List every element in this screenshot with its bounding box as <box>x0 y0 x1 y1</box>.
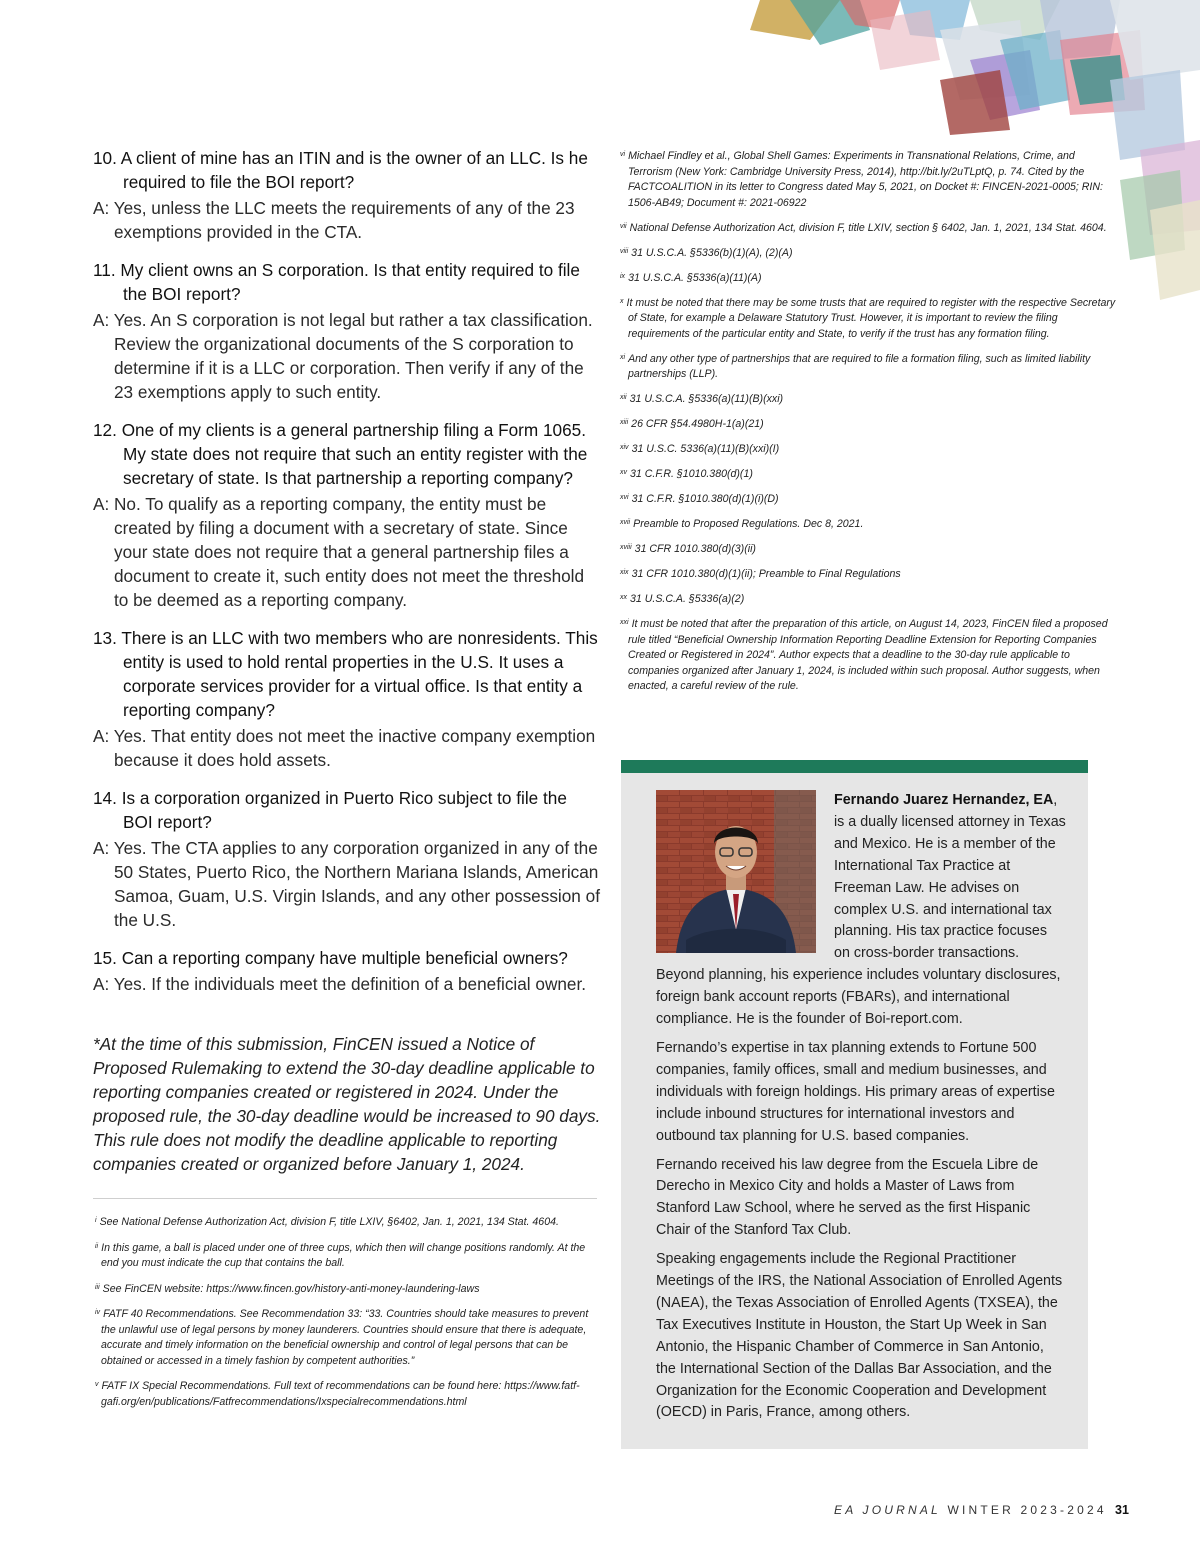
deadline-note: *At the time of this submission, FinCEN issued a Notice of Proposed Rulemaking to extend the 30-day deadline applicable to reporting companies created or registered in 2024. Under the proposed rule, the 30-day deadline would be increased to 90 days. This rule does not modify the deadline applicable to reporting companies created or organized before January 1, 2024. <box>93 1034 601 1174</box>
footnote <box>620 147 1118 211</box>
question-text: A client of mine has an ITIN and is the owner of an LLC. Is he required to file the BOI report? <box>120 148 588 192</box>
footnote-mark: iii <box>95 1283 100 1291</box>
answer: A: Yes. If the individuals meet the definition of a beneficial owner. <box>93 974 587 994</box>
footnote <box>620 269 1118 287</box>
footnote-text: 31 U.S.C. 5336(a)(11)(B)(xxi)(I) <box>631 443 780 455</box>
footnote-mark: ii <box>95 1242 99 1250</box>
footnote-mark: xiii <box>620 419 629 426</box>
footnote-mark: xiv <box>620 444 629 451</box>
footnote-mark: xvii <box>620 519 631 526</box>
footnote <box>620 440 1118 458</box>
answer: A: Yes, unless the LLC meets the requirements of any of the 23 exemptions provided in the CTA. <box>93 198 575 242</box>
footnote <box>620 350 1118 383</box>
bio-paragraph-education: Fernando received his law degree from the Escuela Libre de Derecho in Mexico City and holds a Master of Laws from Stanford Law School, where he served as the first Hispanic Chair of the Stanford Tax Club. <box>656 1156 1039 1239</box>
qa-item-13 <box>93 626 601 772</box>
question-text: There is an LLC with two members who are nonresidents. This entity is used to hold rental properties in the U.S. It uses a corporate services provider for a virtual office. Is that entity a reporting company? <box>121 628 598 720</box>
footnote-mark: v <box>95 1381 99 1388</box>
footnote-text: See National Defense Authorization Act, division F, title LXIV, §6402, Jan. 1, 2021, 134 Stat. 4604. <box>99 1216 559 1228</box>
answer: A: Yes. An S corporation is not legal but rather a tax classification. Review the organizational documents of the S corporation to determine if it is a LLC or corporation. Then verify if any of the 23 exemptions apply to such entity. <box>93 310 593 402</box>
footnote-text: 31 CFR 1010.380(d)(1)(ii); Preamble to Final Regulations <box>631 568 901 580</box>
footnote <box>620 565 1118 583</box>
question-number: 11. <box>93 260 116 280</box>
footnote-text: 31 C.F.R. §1010.380(d)(1)(i)(D) <box>631 493 779 505</box>
question-text: Is a corporation organized in Puerto Rico subject to file the BOI report? <box>121 788 567 832</box>
footnotes-left <box>93 1213 601 1410</box>
footnote <box>620 590 1118 608</box>
question-number: 13. <box>93 628 117 648</box>
answer: A: Yes. That entity does not meet the inactive company exemption because it does hold assets. <box>93 726 596 770</box>
footnote <box>93 1305 601 1369</box>
qa-item-14 <box>93 786 601 932</box>
footnote-text: 31 U.S.C.A. §5336(a)(11)(B)(xxi) <box>629 393 784 405</box>
question-text: My client owns an S corporation. Is that entity required to file the BOI report? <box>120 260 580 304</box>
answer: A: Yes. The CTA applies to any corporation organized in any of the 50 States, Puerto Rico, the Northern Mariana Islands, American Samoa, Guam, U.S. Virgin Islands, and any other possession of the U.S. <box>93 838 600 930</box>
question <box>93 786 601 834</box>
footnote-text: Michael Findley et al., Global Shell Games: Experiments in Transnational Relations, Crime, and Terrorism (New York: Cambridge University Press, 2014), http://bit.ly/2uTLptQ, p. 74. Cited by the FACTCOALITION in its letter to Congress dated May 5, 2021, on Docket #: FINCEN-2021-0005; RIN: 1506-AB49; Document #: 2021-06922 <box>628 150 1103 209</box>
footnote-text: And any other type of partnerships that are required to file a formation filing, such as limited liability partnerships (LLP). <box>628 352 1091 380</box>
question <box>93 146 601 194</box>
footnote <box>620 294 1118 343</box>
footnote <box>620 415 1118 433</box>
bio-intro-text: , is a dually licensed attorney in Texas and Mexico. He is a member of the International Tax Practice at Freeman Law. He advises on complex U.S. and international tax planning. His tax practice focuses on cross-border transactions. Beyond planning, his experience includes voluntary disclosures, foreign bank account reports (FBARs), and international compliance. He is the founder of Boi-report.com. <box>656 792 1066 1028</box>
footnote-mark: xv <box>620 469 627 476</box>
footnote <box>93 1377 601 1410</box>
footnote-text: 26 CFR §54.4980H-1(a)(21) <box>631 418 764 430</box>
footnote-text: 31 C.F.R. §1010.380(d)(1) <box>630 468 753 480</box>
bio-paragraph-expertise: Fernando’s expertise in tax planning extends to Fortune 500 companies, family offices, small and medium businesses, and individuals with foreign holdings. His primary areas of expertise include inbound structures for international investors and outbound tax planning for U.S. based companies. <box>656 1039 1055 1144</box>
footnote <box>93 1239 601 1272</box>
qa-item-11 <box>93 258 601 404</box>
author-portrait-graphic <box>656 790 816 953</box>
footnote <box>620 219 1118 237</box>
footnote-mark: xvi <box>620 494 629 501</box>
footnote-mark: xix <box>620 569 629 576</box>
footnote-mark: ix <box>620 272 626 280</box>
question-number: 14. <box>93 788 117 808</box>
footnote-text: 31 U.S.C.A. §5336(a)(11)(A) <box>628 271 762 284</box>
footnote-text: In this game, a ball is placed under one of three cups, which then will change positions randomly. At the end you must indicate the cup that contains the ball. <box>101 1241 586 1269</box>
footnote <box>620 540 1118 558</box>
footnote-text: 31 U.S.C.A. §5336(b)(1)(A), (2)(A) <box>631 246 793 259</box>
footnote-text: Preamble to Proposed Regulations. Dec 8, 2021. <box>633 518 864 530</box>
qa-item-12 <box>93 418 601 612</box>
footnote-mark: x <box>620 297 624 305</box>
footnote <box>620 490 1118 508</box>
bio-accent-bar <box>621 760 1088 773</box>
qa-column <box>93 146 601 1418</box>
footnote-text: FATF IX Special Recommendations. Full text of recommendations can be found here: https://www.fatf-gafi.org/en/publications/Fatfrecommendations/Ixspecialrecommendations.html <box>101 1380 580 1408</box>
answer: A: No. To qualify as a reporting company, the entity must be created by filing a document with a secretary of state. Since your state does not require that a general partnership files a document to create it, such entity does not meet the threshold to be deemed as a reporting company. <box>93 494 585 610</box>
footnote-mark: xi <box>620 353 626 361</box>
author-photo <box>656 790 816 953</box>
footnote-text: FATF 40 Recommendations. See Recommendation 33: “33. Countries should take measures to prevent the unlawful use of legal persons by money launderers. Countries should ensure that there is adequate, accurate and timely information on the beneficial ownership and control of legal persons that can be obtained or accessed in a timely fashion by competent authorities.” <box>101 1308 589 1367</box>
footnote <box>620 244 1118 262</box>
footnote-mark: viii <box>620 247 629 255</box>
qa-item-10 <box>93 146 601 244</box>
footnote-mark: i <box>95 1217 97 1224</box>
question-number: 10. <box>93 148 117 168</box>
footnote-mark: xx <box>620 594 627 601</box>
footnote <box>620 390 1118 408</box>
page-footer <box>834 1503 1107 1517</box>
footnote-text: 31 U.S.C.A. §5336(a)(2) <box>630 593 745 605</box>
author-bio-box <box>621 773 1088 1449</box>
footnote-text: See FinCEN website: https://www.fincen.gov/history-anti-money-laundering-laws <box>102 1282 480 1295</box>
question-text: One of my clients is a general partnership filing a Form 1065. My state does not require that such an entity register with the secretary of state. Is that partnership a reporting company? <box>121 420 588 488</box>
issue-label: WINTER 2023-2024 <box>947 1503 1107 1517</box>
question <box>93 626 601 722</box>
question <box>93 418 601 490</box>
footnote-text: 31 CFR 1010.380(d)(3)(ii) <box>634 543 756 555</box>
question-number: 15. <box>93 948 117 968</box>
footnote-text: It must be noted that there may be some trusts that are required to register with the respective Secretary of State, for example a Delaware Statutory Trust. However, it is important to review the filing requirements of the particular entity and State, to verify if the trust has any formation filing. <box>626 296 1116 340</box>
bio-paragraph-speaking: Speaking engagements include the Regional Practitioner Meetings of the IRS, the National Association of Enrolled Agents (NAEA), the Texas Association of Enrolled Agents (TXSEA), the Tax Executives Institute in Houston, the Start Up Week in San Antonio, the Hispanic Chamber of Commerce in San Antonio, the International Section of the Dallas Bar Association, and the Organization for the Economic Cooperation and Development (OECD) in Paris, France, among others. <box>656 1251 1063 1421</box>
footnote-text: National Defense Authorization Act, division F, title LXIV, section § 6402, Jan. 1, 2021, 134 Stat. 4604. <box>629 221 1107 234</box>
footnotes-right <box>620 147 1118 702</box>
journal-name: EA JOURNAL <box>834 1503 941 1517</box>
page-number: 31 <box>1115 1503 1129 1517</box>
footnote-mark: vii <box>620 222 627 230</box>
question-number: 12. <box>93 420 117 440</box>
footnote-mark: xii <box>620 394 627 401</box>
footnote-mark: xxi <box>620 619 629 626</box>
footnote <box>93 1213 601 1231</box>
footnote <box>620 465 1118 483</box>
question <box>93 946 601 970</box>
footnote <box>620 615 1118 695</box>
footnote-divider <box>93 1198 597 1199</box>
footnote <box>620 515 1118 533</box>
footnote <box>93 1280 601 1298</box>
author-name: Fernando Juarez Hernandez, EA <box>834 792 1054 808</box>
qa-item-15 <box>93 946 601 996</box>
footnote-mark: xviii <box>620 544 632 551</box>
question-text: Can a reporting company have multiple beneficial owners? <box>121 948 568 968</box>
footnote-text: It must be noted that after the preparation of this article, on August 14, 2023, FinCEN filed a proposed rule titled “Beneficial Ownership Information Reporting Deadline Extension for Reporting Companies Created or Registered in 2024”. Author expects that a deadline to the 30-day rule applicable to companies organized after January 1, 2024, is included within such proposal. Author suggests, when enacted, a careful review of the rule. <box>628 618 1108 692</box>
author-bio-content <box>656 790 1066 1431</box>
footnote-mark: vi <box>620 151 626 158</box>
question <box>93 258 601 306</box>
footnote-mark: iv <box>95 1309 101 1316</box>
